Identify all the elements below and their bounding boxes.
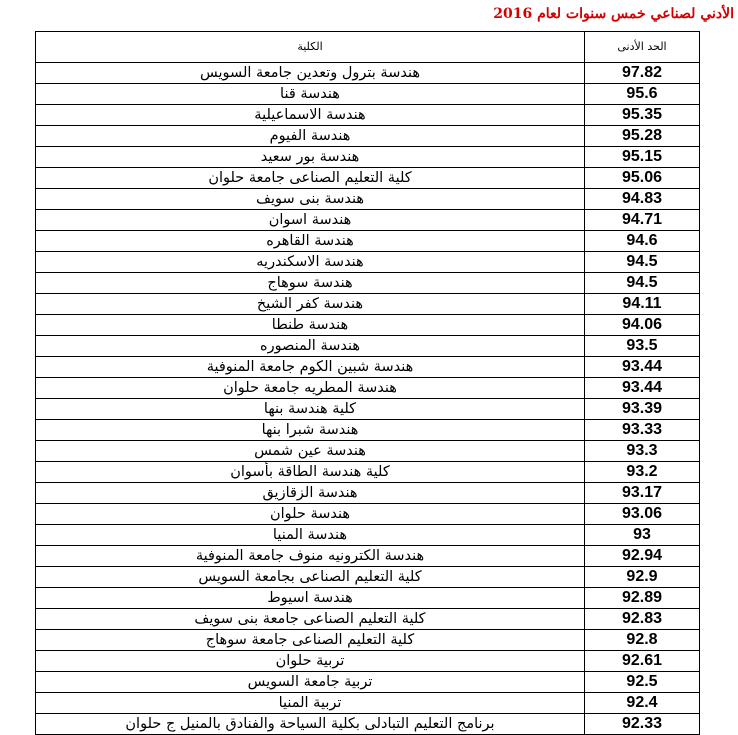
table-row <box>36 420 700 441</box>
faculty-cell: هندسة شبرا بنها <box>36 420 585 441</box>
min-score-cell: 94.6 <box>585 231 700 252</box>
min-score-cell: 93.33 <box>585 420 700 441</box>
min-score-cell: 94.5 <box>585 273 700 294</box>
table-row <box>36 231 700 252</box>
table-row <box>36 399 700 420</box>
faculty-cell: هندسة القاهره <box>36 231 585 252</box>
table-row <box>36 651 700 672</box>
table-row <box>36 462 700 483</box>
table-row <box>36 189 700 210</box>
table-row <box>36 210 700 231</box>
min-score-cell: 93.06 <box>585 504 700 525</box>
min-score-cell: 95.15 <box>585 147 700 168</box>
table-row <box>36 63 700 84</box>
table-row <box>36 168 700 189</box>
faculty-cell: هندسة المنيا <box>36 525 585 546</box>
min-score-cell: 92.33 <box>585 714 700 735</box>
faculty-cell: هندسة حلوان <box>36 504 585 525</box>
table-row <box>36 126 700 147</box>
table-row <box>36 630 700 651</box>
header-row <box>36 32 700 63</box>
min-score-cell: 92.5 <box>585 672 700 693</box>
table-row <box>36 105 700 126</box>
min-score-cell: 92.94 <box>585 546 700 567</box>
faculty-cell: هندسة سوهاج <box>36 273 585 294</box>
min-score-cell: 93.17 <box>585 483 700 504</box>
faculty-cell: هندسة بور سعيد <box>36 147 585 168</box>
faculty-cell: هندسة اسوان <box>36 210 585 231</box>
table-row <box>36 84 700 105</box>
faculty-cell: كلية هندسة الطاقة بأسوان <box>36 462 585 483</box>
faculty-cell: كلية التعليم الصناعى جامعة بنى سويف <box>36 609 585 630</box>
table-row <box>36 357 700 378</box>
table-row <box>36 672 700 693</box>
table-row <box>36 441 700 462</box>
min-score-cell: 94.71 <box>585 210 700 231</box>
min-score-cell: 97.82 <box>585 63 700 84</box>
min-score-cell: 94.11 <box>585 294 700 315</box>
faculty-cell: هندسة بترول وتعدين جامعة السويس <box>36 63 585 84</box>
faculty-cell: هندسة طنطا <box>36 315 585 336</box>
faculty-cell: هندسة الفيوم <box>36 126 585 147</box>
table-row <box>36 378 700 399</box>
faculty-cell: كلية التعليم الصناعى جامعة سوهاج <box>36 630 585 651</box>
faculty-cell: كلية التعليم الصناعى جامعة حلوان <box>36 168 585 189</box>
faculty-cell: هندسة الاسكندريه <box>36 252 585 273</box>
faculty-cell: كلية هندسة بنها <box>36 399 585 420</box>
faculty-cell: هندسة المنصوره <box>36 336 585 357</box>
table-row <box>36 252 700 273</box>
min-score-cell: 94.83 <box>585 189 700 210</box>
min-score-cell: 93.44 <box>585 378 700 399</box>
min-score-cell: 92.61 <box>585 651 700 672</box>
table-row <box>36 609 700 630</box>
faculty-cell: هندسة الزقازيق <box>36 483 585 504</box>
page-title: الأدني لصناعي خمس سنوات لعام 2016 <box>493 6 734 22</box>
faculty-cell: تربية المنيا <box>36 693 585 714</box>
table-row <box>36 714 700 735</box>
faculty-cell: هندسة كفر الشيخ <box>36 294 585 315</box>
table-row <box>36 525 700 546</box>
table-row <box>36 693 700 714</box>
min-score-cell: 93.3 <box>585 441 700 462</box>
table-row <box>36 567 700 588</box>
faculty-cell: كلية التعليم الصناعى بجامعة السويس <box>36 567 585 588</box>
faculty-cell: هندسة الكترونيه منوف جامعة المنوفية <box>36 546 585 567</box>
min-score-cell: 92.83 <box>585 609 700 630</box>
min-score-cell: 92.4 <box>585 693 700 714</box>
header-faculty: الكلية <box>36 32 585 63</box>
faculty-cell: هندسة بنى سويف <box>36 189 585 210</box>
faculty-cell: هندسة قنا <box>36 84 585 105</box>
min-score-cell: 93.44 <box>585 357 700 378</box>
min-score-cell: 95.06 <box>585 168 700 189</box>
min-score-cell: 95.35 <box>585 105 700 126</box>
table-row <box>36 273 700 294</box>
min-score-cell: 94.06 <box>585 315 700 336</box>
min-score-cell: 95.6 <box>585 84 700 105</box>
min-score-cell: 94.5 <box>585 252 700 273</box>
faculty-cell: تربية جامعة السويس <box>36 672 585 693</box>
min-score-cell: 93.5 <box>585 336 700 357</box>
table-row <box>36 504 700 525</box>
admission-table <box>35 31 700 735</box>
faculty-cell: هندسة المطريه جامعة حلوان <box>36 378 585 399</box>
min-score-cell: 93 <box>585 525 700 546</box>
min-score-cell: 93.2 <box>585 462 700 483</box>
min-score-cell: 92.8 <box>585 630 700 651</box>
faculty-cell: تربية حلوان <box>36 651 585 672</box>
min-score-cell: 92.9 <box>585 567 700 588</box>
min-score-cell: 92.89 <box>585 588 700 609</box>
table-row <box>36 336 700 357</box>
table-row <box>36 294 700 315</box>
table-row <box>36 147 700 168</box>
min-score-cell: 95.28 <box>585 126 700 147</box>
faculty-cell: هندسة اسيوط <box>36 588 585 609</box>
header-min-score: الحد الأدنى <box>585 32 700 63</box>
min-score-cell: 93.39 <box>585 399 700 420</box>
faculty-cell: برنامج التعليم التبادلى بكلية السياحة والفنادق بالمنيل ج حلوان <box>36 714 585 735</box>
table-row <box>36 588 700 609</box>
table-row <box>36 546 700 567</box>
faculty-cell: هندسة شبين الكوم جامعة المنوفية <box>36 357 585 378</box>
faculty-cell: هندسة عين شمس <box>36 441 585 462</box>
faculty-cell: هندسة الاسماعيلية <box>36 105 585 126</box>
table-row <box>36 483 700 504</box>
table-row <box>36 315 700 336</box>
